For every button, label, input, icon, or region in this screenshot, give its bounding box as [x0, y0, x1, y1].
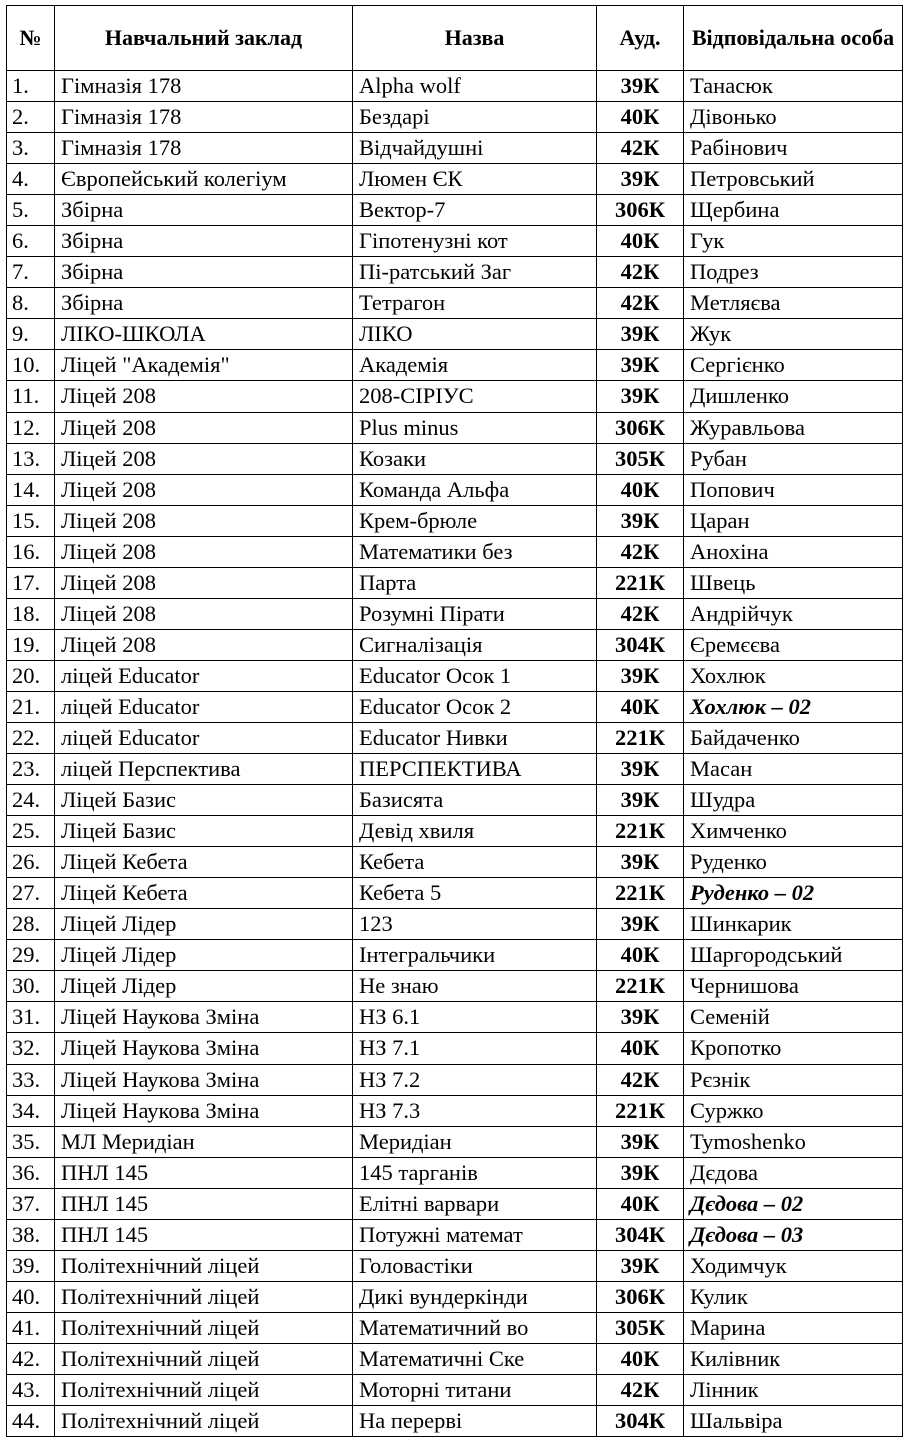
- table-row: [7, 598, 903, 629]
- cell-school: ліцей Educator: [55, 660, 353, 691]
- cell-name: Вектор-7: [353, 195, 597, 226]
- cell-aud: 40К: [597, 102, 684, 133]
- table-row: [7, 1312, 903, 1343]
- cell-school: Збірна: [55, 226, 353, 257]
- cell-name: Educator Нивки: [353, 722, 597, 753]
- cell-person: Рабінович: [684, 133, 903, 164]
- cell-name: Меридіан: [353, 1126, 597, 1157]
- table-row: [7, 1002, 903, 1033]
- cell-school: Ліцей 208: [55, 536, 353, 567]
- cell-aud: 306К: [597, 412, 684, 443]
- cell-name: Plus minus: [353, 412, 597, 443]
- cell-name: Математичний во: [353, 1312, 597, 1343]
- table-row: [7, 971, 903, 1002]
- cell-num: 14.: [7, 474, 55, 505]
- cell-school: Ліцей 208: [55, 505, 353, 536]
- cell-num: 37.: [7, 1188, 55, 1219]
- cell-aud: 42К: [597, 288, 684, 319]
- cell-school: Збірна: [55, 288, 353, 319]
- table-row: [7, 567, 903, 598]
- cell-num: 10.: [7, 350, 55, 381]
- cell-aud: 221К: [597, 878, 684, 909]
- cell-person: Дишленко: [684, 381, 903, 412]
- cell-aud: 42К: [597, 1374, 684, 1405]
- cell-num: 6.: [7, 226, 55, 257]
- cell-num: 16.: [7, 536, 55, 567]
- cell-num: 32.: [7, 1033, 55, 1064]
- cell-num: 13.: [7, 443, 55, 474]
- cell-person: Марина: [684, 1312, 903, 1343]
- cell-aud: 39К: [597, 164, 684, 195]
- cell-name: Команда Альфа: [353, 474, 597, 505]
- cell-school: Збірна: [55, 195, 353, 226]
- cell-name: Educator Осок 1: [353, 660, 597, 691]
- cell-school: Ліцей 208: [55, 443, 353, 474]
- cell-school: ПНЛ 145: [55, 1219, 353, 1250]
- cell-aud: 42К: [597, 257, 684, 288]
- cell-school: Ліцей Наукова Зміна: [55, 1033, 353, 1064]
- cell-name: Математики без: [353, 536, 597, 567]
- cell-name: Інтегральчики: [353, 940, 597, 971]
- cell-aud: 39К: [597, 71, 684, 102]
- cell-person: Єремєєва: [684, 629, 903, 660]
- cell-person: Шаргородський: [684, 940, 903, 971]
- cell-name: 208-СІРІУС: [353, 381, 597, 412]
- cell-name: 123: [353, 909, 597, 940]
- cell-num: 3.: [7, 133, 55, 164]
- cell-name: ПЕРСПЕКТИВА: [353, 754, 597, 785]
- cell-person: Шинкарик: [684, 909, 903, 940]
- cell-person: Анохіна: [684, 536, 903, 567]
- cell-aud: 306К: [597, 195, 684, 226]
- cell-name: Гіпотенузні кот: [353, 226, 597, 257]
- table-row: [7, 1095, 903, 1126]
- cell-aud: 39К: [597, 785, 684, 816]
- cell-num: 1.: [7, 71, 55, 102]
- cell-school: Збірна: [55, 257, 353, 288]
- table-row: [7, 412, 903, 443]
- table-row: [7, 940, 903, 971]
- cell-aud: 42К: [597, 536, 684, 567]
- table-row: [7, 1064, 903, 1095]
- table-row: [7, 319, 903, 350]
- cell-num: 21.: [7, 691, 55, 722]
- cell-aud: 305К: [597, 1312, 684, 1343]
- cell-person: Царан: [684, 505, 903, 536]
- cell-school: Ліцей Наукова Зміна: [55, 1064, 353, 1095]
- cell-school: Ліцей "Академія": [55, 350, 353, 381]
- cell-school: Ліцей Базис: [55, 785, 353, 816]
- cell-school: Ліцей 208: [55, 381, 353, 412]
- cell-aud: 39К: [597, 319, 684, 350]
- cell-school: Ліцей Лідер: [55, 909, 353, 940]
- cell-name: НЗ 6.1: [353, 1002, 597, 1033]
- cell-person: Шудра: [684, 785, 903, 816]
- cell-school: Політехнічний ліцей: [55, 1343, 353, 1374]
- cell-person: Хохлюк: [684, 660, 903, 691]
- cell-aud: 39К: [597, 660, 684, 691]
- cell-name: Бездарі: [353, 102, 597, 133]
- cell-num: 8.: [7, 288, 55, 319]
- cell-num: 28.: [7, 909, 55, 940]
- cell-name: Пі-ратський Заг: [353, 257, 597, 288]
- table-row: [7, 474, 903, 505]
- cell-person: Лінник: [684, 1374, 903, 1405]
- cell-num: 11.: [7, 381, 55, 412]
- cell-num: 42.: [7, 1343, 55, 1374]
- cell-aud: 39К: [597, 909, 684, 940]
- cell-aud: 39К: [597, 847, 684, 878]
- cell-num: 44.: [7, 1406, 55, 1437]
- cell-aud: 39К: [597, 1250, 684, 1281]
- cell-school: ПНЛ 145: [55, 1157, 353, 1188]
- cell-num: 39.: [7, 1250, 55, 1281]
- table-header: [7, 6, 903, 71]
- table-row: [7, 878, 903, 909]
- cell-person: Химченко: [684, 816, 903, 847]
- cell-aud: 221К: [597, 816, 684, 847]
- cell-school: МЛ Меридіан: [55, 1126, 353, 1157]
- table-row: [7, 1281, 903, 1312]
- cell-num: 23.: [7, 754, 55, 785]
- cell-person: Кропотко: [684, 1033, 903, 1064]
- cell-person: Танасюк: [684, 71, 903, 102]
- cell-num: 2.: [7, 102, 55, 133]
- cell-num: 9.: [7, 319, 55, 350]
- cell-school: Ліцей 208: [55, 567, 353, 598]
- cell-aud: 40К: [597, 474, 684, 505]
- cell-aud: 39К: [597, 1126, 684, 1157]
- table-row: [7, 1033, 903, 1064]
- table-row: [7, 288, 903, 319]
- cell-name: Alpha wolf: [353, 71, 597, 102]
- cell-num: 7.: [7, 257, 55, 288]
- table-row: [7, 102, 903, 133]
- cell-aud: 221К: [597, 722, 684, 753]
- cell-person: Сергієнко: [684, 350, 903, 381]
- cell-person: Метляєва: [684, 288, 903, 319]
- cell-school: Ліцей 208: [55, 474, 353, 505]
- cell-name: Відчайдушні: [353, 133, 597, 164]
- cell-school: ПНЛ 145: [55, 1188, 353, 1219]
- cell-person: Попович: [684, 474, 903, 505]
- cell-person: Андрійчук: [684, 598, 903, 629]
- cell-num: 17.: [7, 567, 55, 598]
- cell-school: Ліцей Кебета: [55, 878, 353, 909]
- cell-aud: 305К: [597, 443, 684, 474]
- cell-person: Гук: [684, 226, 903, 257]
- cell-person: Килівник: [684, 1343, 903, 1374]
- cell-num: 20.: [7, 660, 55, 691]
- cell-person: Дєдова: [684, 1157, 903, 1188]
- cell-name: Козаки: [353, 443, 597, 474]
- cell-num: 15.: [7, 505, 55, 536]
- cell-name: Не знаю: [353, 971, 597, 1002]
- cell-person: Байдаченко: [684, 722, 903, 753]
- cell-school: Політехнічний ліцей: [55, 1281, 353, 1312]
- table-row: [7, 1406, 903, 1437]
- table-row: [7, 164, 903, 195]
- cell-person: Масан: [684, 754, 903, 785]
- cell-name: НЗ 7.2: [353, 1064, 597, 1095]
- table-row: [7, 1126, 903, 1157]
- cell-num: 12.: [7, 412, 55, 443]
- cell-person: Рєзнік: [684, 1064, 903, 1095]
- table-row: [7, 722, 903, 753]
- cell-name: Елітні варвари: [353, 1188, 597, 1219]
- cell-name: Головастіки: [353, 1250, 597, 1281]
- table-row: [7, 71, 903, 102]
- table-row: [7, 133, 903, 164]
- cell-school: Ліцей Лідер: [55, 940, 353, 971]
- cell-school: Політехнічний ліцей: [55, 1250, 353, 1281]
- table-row: [7, 754, 903, 785]
- cell-name: Educator Осок 2: [353, 691, 597, 722]
- cell-num: 31.: [7, 1002, 55, 1033]
- table-row: [7, 443, 903, 474]
- cell-school: ліцей Educator: [55, 722, 353, 753]
- cell-person: Дєдова – 02: [684, 1188, 903, 1219]
- cell-aud: 39К: [597, 754, 684, 785]
- cell-name: Потужні математ: [353, 1219, 597, 1250]
- cell-aud: 39К: [597, 505, 684, 536]
- cell-name: Парта: [353, 567, 597, 598]
- cell-school: Ліцей 208: [55, 629, 353, 660]
- cell-name: НЗ 7.3: [353, 1095, 597, 1126]
- table-row: [7, 691, 903, 722]
- cell-school: ліцей Перспектива: [55, 754, 353, 785]
- cell-name: Базисята: [353, 785, 597, 816]
- cell-person: Руденко: [684, 847, 903, 878]
- header-name: Назва: [353, 6, 597, 71]
- cell-school: Гімназія 178: [55, 71, 353, 102]
- header-row: [7, 6, 903, 71]
- cell-num: 18.: [7, 598, 55, 629]
- table-row: [7, 536, 903, 567]
- cell-name: Розумні Пірати: [353, 598, 597, 629]
- table-row: [7, 1374, 903, 1405]
- cell-aud: 42К: [597, 1064, 684, 1095]
- cell-name: Дикі вундеркінди: [353, 1281, 597, 1312]
- cell-person: Подрез: [684, 257, 903, 288]
- cell-num: 19.: [7, 629, 55, 660]
- table-row: [7, 195, 903, 226]
- cell-school: Ліцей Наукова Зміна: [55, 1002, 353, 1033]
- cell-aud: 39К: [597, 1002, 684, 1033]
- cell-num: 24.: [7, 785, 55, 816]
- cell-school: Ліцей Базис: [55, 816, 353, 847]
- cell-aud: 221К: [597, 1095, 684, 1126]
- table-row: [7, 785, 903, 816]
- cell-aud: 42К: [597, 133, 684, 164]
- cell-name: Сигналізація: [353, 629, 597, 660]
- cell-name: Кебета 5: [353, 878, 597, 909]
- cell-school: Ліцей 208: [55, 412, 353, 443]
- table-row: [7, 1250, 903, 1281]
- cell-num: 5.: [7, 195, 55, 226]
- table-row: [7, 1219, 903, 1250]
- cell-num: 33.: [7, 1064, 55, 1095]
- cell-person: Семеній: [684, 1002, 903, 1033]
- cell-aud: 304К: [597, 1219, 684, 1250]
- table-row: [7, 1157, 903, 1188]
- cell-num: 22.: [7, 722, 55, 753]
- cell-school: ліцей Educator: [55, 691, 353, 722]
- cell-aud: 39К: [597, 350, 684, 381]
- cell-school: Гімназія 178: [55, 102, 353, 133]
- table-row: [7, 226, 903, 257]
- table-row: [7, 909, 903, 940]
- cell-num: 43.: [7, 1374, 55, 1405]
- cell-person: Руденко – 02: [684, 878, 903, 909]
- cell-person: Дєдова – 03: [684, 1219, 903, 1250]
- cell-num: 38.: [7, 1219, 55, 1250]
- cell-school: ЛІКО-ШКОЛА: [55, 319, 353, 350]
- teams-table: [6, 5, 903, 1437]
- cell-person: Щербина: [684, 195, 903, 226]
- table-row: [7, 257, 903, 288]
- cell-person: Жук: [684, 319, 903, 350]
- header-school: Навчальний заклад: [55, 6, 353, 71]
- cell-aud: 40К: [597, 1188, 684, 1219]
- cell-person: Суржко: [684, 1095, 903, 1126]
- table-row: [7, 660, 903, 691]
- cell-school: Ліцей Наукова Зміна: [55, 1095, 353, 1126]
- cell-aud: 39К: [597, 1157, 684, 1188]
- cell-num: 4.: [7, 164, 55, 195]
- table-row: [7, 505, 903, 536]
- cell-aud: 306К: [597, 1281, 684, 1312]
- header-aud: Ауд.: [597, 6, 684, 71]
- cell-aud: 39К: [597, 381, 684, 412]
- cell-aud: 42К: [597, 598, 684, 629]
- cell-name: Люмен ЄК: [353, 164, 597, 195]
- cell-aud: 40К: [597, 226, 684, 257]
- cell-aud: 40К: [597, 691, 684, 722]
- cell-num: 34.: [7, 1095, 55, 1126]
- cell-person: Швець: [684, 567, 903, 598]
- header-num: №: [7, 6, 55, 71]
- cell-school: Політехнічний ліцей: [55, 1406, 353, 1437]
- document-page: [6, 5, 903, 1437]
- table-row: [7, 1188, 903, 1219]
- cell-name: Академія: [353, 350, 597, 381]
- cell-name: На перерві: [353, 1406, 597, 1437]
- cell-person: Чернишова: [684, 971, 903, 1002]
- cell-aud: 40К: [597, 1033, 684, 1064]
- cell-name: Математичні Ске: [353, 1343, 597, 1374]
- cell-person: Рубан: [684, 443, 903, 474]
- header-person: Відповідальна особа: [684, 6, 903, 71]
- cell-aud: 221К: [597, 567, 684, 598]
- cell-name: Девід хвиля: [353, 816, 597, 847]
- cell-name: Крем-брюле: [353, 505, 597, 536]
- cell-num: 30.: [7, 971, 55, 1002]
- cell-name: ЛІКО: [353, 319, 597, 350]
- cell-person: Дівонько: [684, 102, 903, 133]
- cell-aud: 40К: [597, 1343, 684, 1374]
- cell-aud: 304К: [597, 1406, 684, 1437]
- cell-school: Гімназія 178: [55, 133, 353, 164]
- cell-aud: 40К: [597, 940, 684, 971]
- cell-school: Політехнічний ліцей: [55, 1374, 353, 1405]
- cell-person: Кулик: [684, 1281, 903, 1312]
- cell-school: Європейський колегіум: [55, 164, 353, 195]
- cell-person: Шальвіра: [684, 1406, 903, 1437]
- table-row: [7, 381, 903, 412]
- cell-num: 36.: [7, 1157, 55, 1188]
- cell-name: 145 тарганів: [353, 1157, 597, 1188]
- cell-name: Тетрагон: [353, 288, 597, 319]
- cell-num: 25.: [7, 816, 55, 847]
- cell-num: 35.: [7, 1126, 55, 1157]
- cell-person: Tymoshenko: [684, 1126, 903, 1157]
- cell-num: 41.: [7, 1312, 55, 1343]
- cell-person: Журавльова: [684, 412, 903, 443]
- cell-aud: 304К: [597, 629, 684, 660]
- cell-num: 40.: [7, 1281, 55, 1312]
- cell-num: 27.: [7, 878, 55, 909]
- cell-name: Моторні титани: [353, 1374, 597, 1405]
- cell-num: 26.: [7, 847, 55, 878]
- cell-name: Кебета: [353, 847, 597, 878]
- cell-school: Ліцей 208: [55, 598, 353, 629]
- cell-aud: 221К: [597, 971, 684, 1002]
- table-row: [7, 847, 903, 878]
- table-row: [7, 350, 903, 381]
- table-body: [7, 71, 903, 1437]
- cell-num: 29.: [7, 940, 55, 971]
- cell-person: Хохлюк – 02: [684, 691, 903, 722]
- cell-school: Ліцей Лідер: [55, 971, 353, 1002]
- cell-school: Ліцей Кебета: [55, 847, 353, 878]
- cell-person: Петровський: [684, 164, 903, 195]
- cell-name: НЗ 7.1: [353, 1033, 597, 1064]
- table-row: [7, 816, 903, 847]
- table-row: [7, 1343, 903, 1374]
- cell-person: Ходимчук: [684, 1250, 903, 1281]
- table-row: [7, 629, 903, 660]
- cell-school: Політехнічний ліцей: [55, 1312, 353, 1343]
